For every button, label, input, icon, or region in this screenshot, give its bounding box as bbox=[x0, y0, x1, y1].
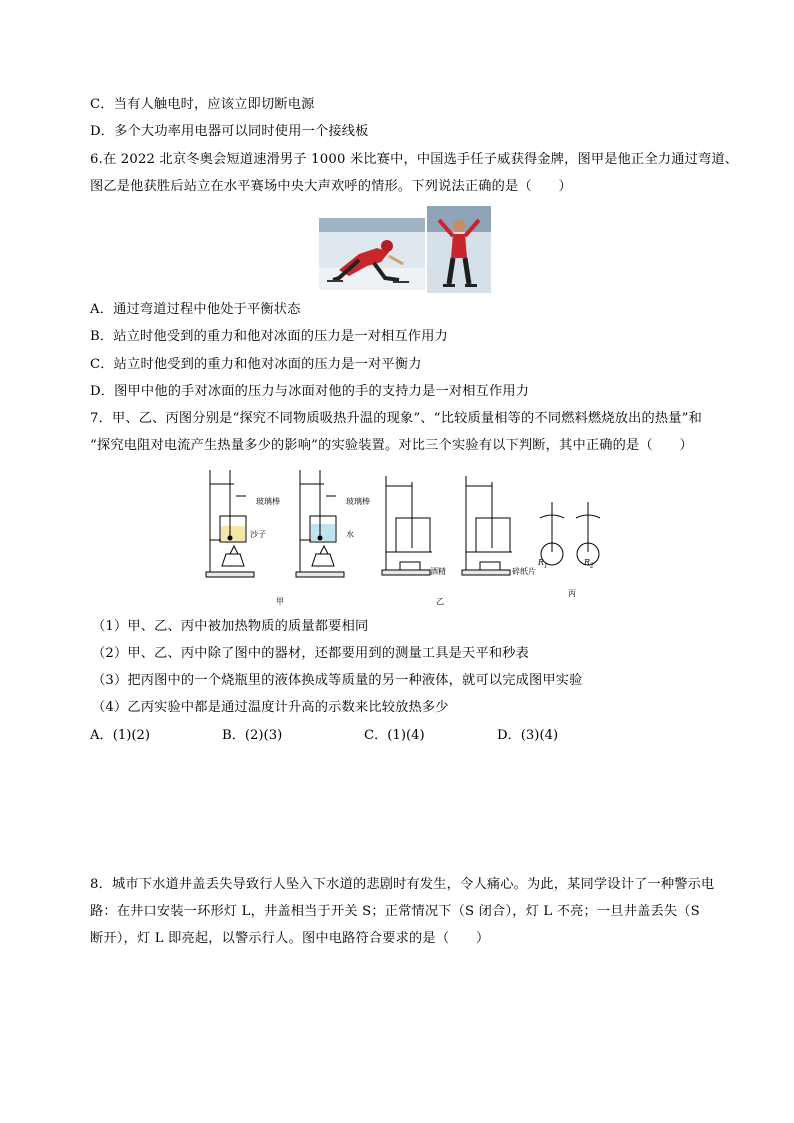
label-alcohol: 酒精 bbox=[430, 567, 446, 576]
label-r2: $R_2$ bbox=[584, 558, 594, 570]
q7-answer-c: C．(1)(4) bbox=[364, 728, 425, 743]
q5-option-d: D．多个大功率用电器可以同时使用一个接线板 bbox=[90, 124, 369, 139]
q8-stem-line3: 断开），灯 L 即亮起，以警示行人。图中电路符合要求的是（ ） bbox=[90, 931, 490, 946]
label-bing: 丙 bbox=[568, 589, 576, 598]
label-sand: 沙子 bbox=[250, 530, 266, 539]
q8-stem-line1: 8．城市下水道井盖丢失导致行人坠入下水道的悲剧时有发生，令人痛心。为此，某同学设计了一种警示电 bbox=[90, 877, 715, 892]
q6-option-c: C．站立时他受到的重力和他对冰面的压力是一对平衡力 bbox=[90, 357, 422, 372]
experiment-apparatus-figure bbox=[200, 462, 610, 607]
q7-answer-b: B．(2)(3) bbox=[222, 728, 283, 743]
q6-option-a: A．通过弯道过程中他处于平衡状态 bbox=[90, 302, 301, 317]
q7-stem-line1: 7．甲、乙、丙图分别是“探究不同物质吸热升温的现象”、“比较质量相等的不同燃料燃烧放出的热量”和 bbox=[90, 411, 703, 426]
q7-answer-d: D．(3)(4) bbox=[497, 728, 559, 743]
q6-option-b: B．站立时他受到的重力和他对冰面的压力是一对相互作用力 bbox=[90, 329, 448, 344]
q7-statement-3: （3）把丙图中的一个烧瓶里的液体换成等质量的另一种液体，就可以完成图甲实验 bbox=[92, 673, 583, 688]
q7-statement-2: （2）甲、乙、丙中除了图中的器材，还都要用到的测量工具是天平和秒表 bbox=[92, 646, 529, 661]
q7-statement-4: （4）乙丙实验中都是通过温度计升高的示数来比较放热多少 bbox=[92, 700, 449, 715]
skater-curve-photo bbox=[319, 218, 425, 290]
skater-celebrating-photo bbox=[427, 206, 491, 293]
q7-statement-1: （1）甲、乙、丙中被加热物质的质量都要相同 bbox=[92, 619, 369, 634]
label-water: 水 bbox=[346, 530, 354, 539]
label-glass-rod-2: 玻璃棒 bbox=[346, 497, 370, 506]
q7-stem-line2: “探究电阻对电流产生热量多少的影响”的实验装置。对比三个实验有以下判断，其中正确的是（ ） bbox=[90, 438, 693, 453]
q8-stem-line2: 路：在井口安装一环形灯 L，井盖相当于开关 S；正常情况下（S 闭合），灯 L 不亮；一旦井盖丢失（S bbox=[90, 904, 700, 919]
q5-option-c: C．当有人触电时，应该立即切断电源 bbox=[90, 97, 315, 112]
q7-answer-a: A．(1)(2) bbox=[90, 728, 151, 743]
label-yi: 乙 bbox=[436, 597, 444, 606]
q6-stem-line2: 图乙是他获胜后站立在水平赛场中央大声欢呼的情形。下列说法正确的是（ ） bbox=[90, 179, 572, 194]
q6-stem-line1: 6.在 2022 北京冬奥会短道速滑男子 1000 米比赛中，中国选手任子威获得金牌，图甲是他正全力通过弯道、 bbox=[90, 152, 739, 167]
label-glass-rod-1: 玻璃棒 bbox=[256, 497, 280, 506]
label-jia: 甲 bbox=[276, 597, 284, 606]
label-shredded-paper: 碎纸片 bbox=[512, 567, 536, 576]
label-r1: $R_1$ bbox=[538, 558, 548, 570]
q6-option-d: D．图甲中他的手对冰面的压力与冰面对他的手的支持力是一对相互作用力 bbox=[90, 384, 530, 399]
